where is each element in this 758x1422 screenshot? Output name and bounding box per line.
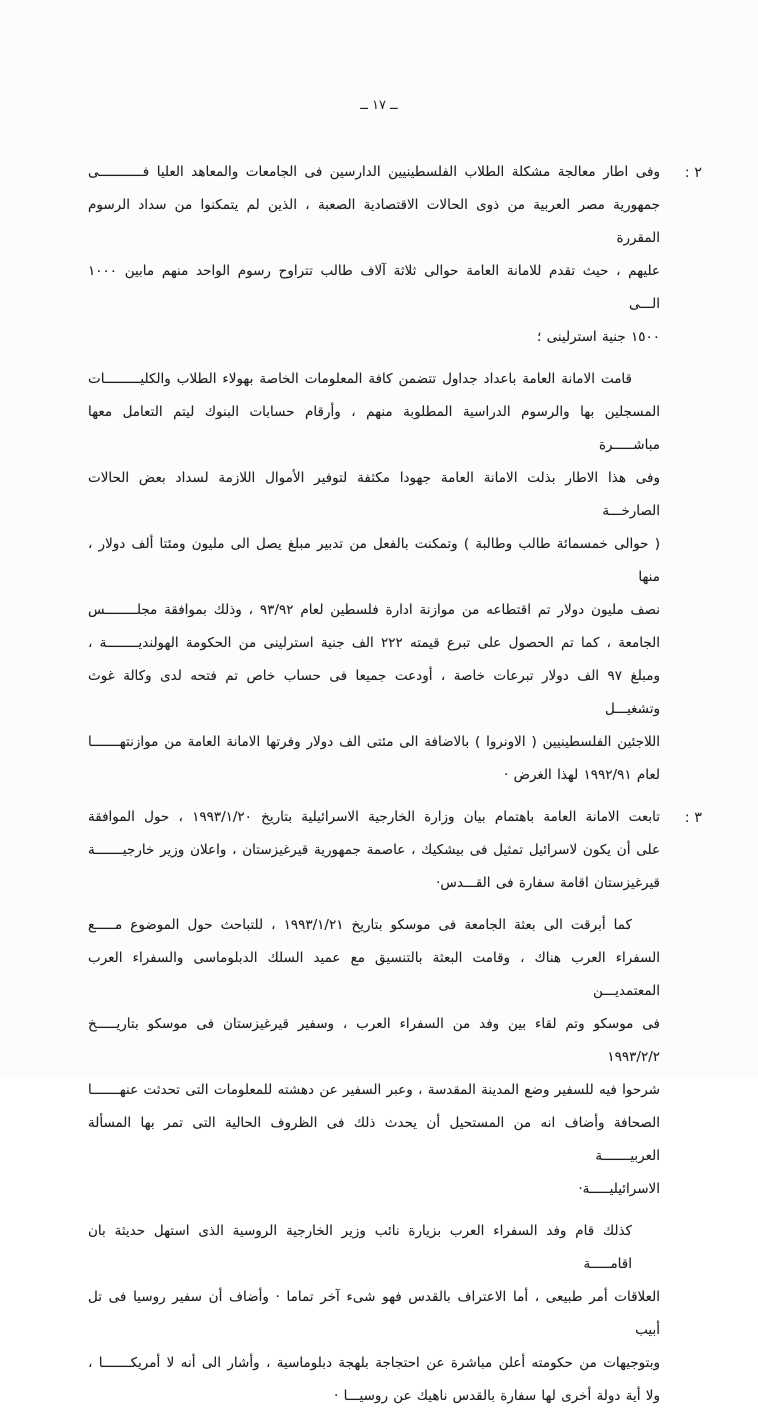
text-line: وفى اطار معالجة مشكلة الطلاب الفلسطينيين الدارسين فى الجامعات والمعاهد العليا فـــــــــــى [88, 164, 660, 180]
text-line: ومبلغ ٩٧ الف دولار تبرعات خاصة ، أودعت جميعا فى حساب خاص تم فتحه لدى وكالة غوث وتشغيـــل [88, 668, 660, 717]
paragraph [88, 909, 660, 1206]
text-line: ولا أية دولة أخرى لها سفارة بالقدس ناهيك عن روسيـــا · [333, 1388, 660, 1404]
text-line: عليهم ، حيث تقدم للامانة العامة حوالى ثلاثة آلاف طالب تتراوح رسوم الواحد منهم مابين ١٠٠٠ الـــى [88, 263, 660, 312]
paragraph [88, 801, 660, 900]
numbered-item [88, 801, 702, 1413]
text-line: العلاقات أمر طبيعى ، أما الاعتراف بالقدس فهو شىء آخر تماما · وأضاف أن سفير روسيا فى تل أبيب [88, 1289, 660, 1338]
text-line: اللاجئين الفلسطينيين ( الاونروا ) بالاضافة الى مئتى الف دولار وفرتها الامانة العامة من موازنتهـــــــا [88, 734, 660, 750]
text-line: قامت الامانة العامة باعداد جداول تتضمن كافة المعلومات الخاصة بهولاء الطلاب والكليـــــــــات [88, 371, 632, 387]
numbered-item [88, 156, 702, 792]
paragraph [88, 363, 660, 792]
text-line: ( حوالى خمسمائة طالب وطالبة ) وتمكنت بالفعل من تدبير مبلغ يصل الى مليون ومئتا ألف دولار ، منها [88, 536, 660, 585]
text-line: قيرغيزستان اقامة سفارة فى القـــدس· [436, 875, 660, 891]
text-line: كذلك قام وفد السفراء العرب بزيارة نائب وزير الخارجية الروسية الذى استهل حديثة بان اقامـــــة [88, 1223, 632, 1272]
paragraph [88, 1215, 660, 1413]
text-line: جمهورية مصر العربية من ذوى الحالات الاقتصادية الصعبة ، الذين لم يتمكنوا من سداد الرسوم المقررة [88, 197, 660, 246]
text-line: وبتوجيهات من حكومته أعلن مباشرة عن احتجاجة بلهجة دبلوماسية ، وأشار الى أنه لا أمريكـــــــا ، [88, 1355, 660, 1371]
text-line: السفراء العرب هناك ، وقامت البعثة بالتنسيق مع عميد السلك الدبلوماسى والسفراء العرب المعتمديـــن [88, 950, 660, 999]
text-line: الاسرائيليـــــة· [578, 1181, 660, 1197]
page-number: ــ ١٧ ــ [360, 98, 398, 113]
item-number-marker: ٣ : [684, 810, 702, 826]
text-line: ١٥٠٠ جنية استرلينى ؛ [536, 329, 660, 345]
text-line: على أن يكون لاسرائيل تمثيل فى بيشكيك ، عاصمة جمهورية قيرغيزستان ، واعلان وزير خارجيـــــــة [88, 842, 660, 858]
text-line: لعام ١٩٩٢/٩١ لهذا الغرض · [504, 767, 660, 783]
document-body [88, 156, 702, 1422]
paragraph [88, 156, 660, 354]
text-line: فى موسكو وتم لقاء بين وفد من السفراء العرب ، وسفير قيرغيزستان فى موسكو بتاريـــــخ ١٩٩٣/٢/٢ [88, 1016, 660, 1065]
text-line: المسجلين بها والرسوم الدراسية المطلوبة منهم ، وأرقام حسابات البنوك ليتم التعامل معها مباشـــــرة [88, 404, 660, 453]
text-line: كما أبرقت الى بعثة الجامعة فى موسكو بتاريخ ١٩٩٣/١/٢١ ، للتباحث حول الموضوع مـــــع [88, 917, 632, 933]
text-line: نصف مليون دولار تم اقتطاعه من موازنة ادارة فلسطين لعام ٩٣/٩٢ ، وذلك بموافقة مجلــــــــس [88, 602, 660, 618]
text-line: الصحافة وأضاف انه من المستحيل أن يحدث ذلك فى الظروف الحالية التى تمر بها المسألة العربيـــــــة [88, 1115, 660, 1164]
text-line: شرحوا فيه للسفير وضع المدينة المقدسة ، وعبر السفير عن دهشته للمعلومات التى تحدثت عنهـــــــا [88, 1082, 660, 1098]
text-line: وفى هذا الاطار بذلت الامانة العامة جهودا مكثفة لتوفير الأموال اللازمة لسداد بعض الحالات الصارخـــة [88, 470, 660, 519]
text-line: تابعت الامانة العامة باهتمام بيان وزارة الخارجية الاسرائيلية بتاريخ ١٩٩٣/١/٢٠ ، حول الموافقة [88, 809, 660, 825]
text-line: الجامعة ، كما تم الحصول على تبرع قيمته ٢٢٢ الف جنية استرلينى من الحكومة الهولنديــــــــة ، [88, 635, 660, 651]
item-number-marker: ٢ : [684, 165, 702, 181]
